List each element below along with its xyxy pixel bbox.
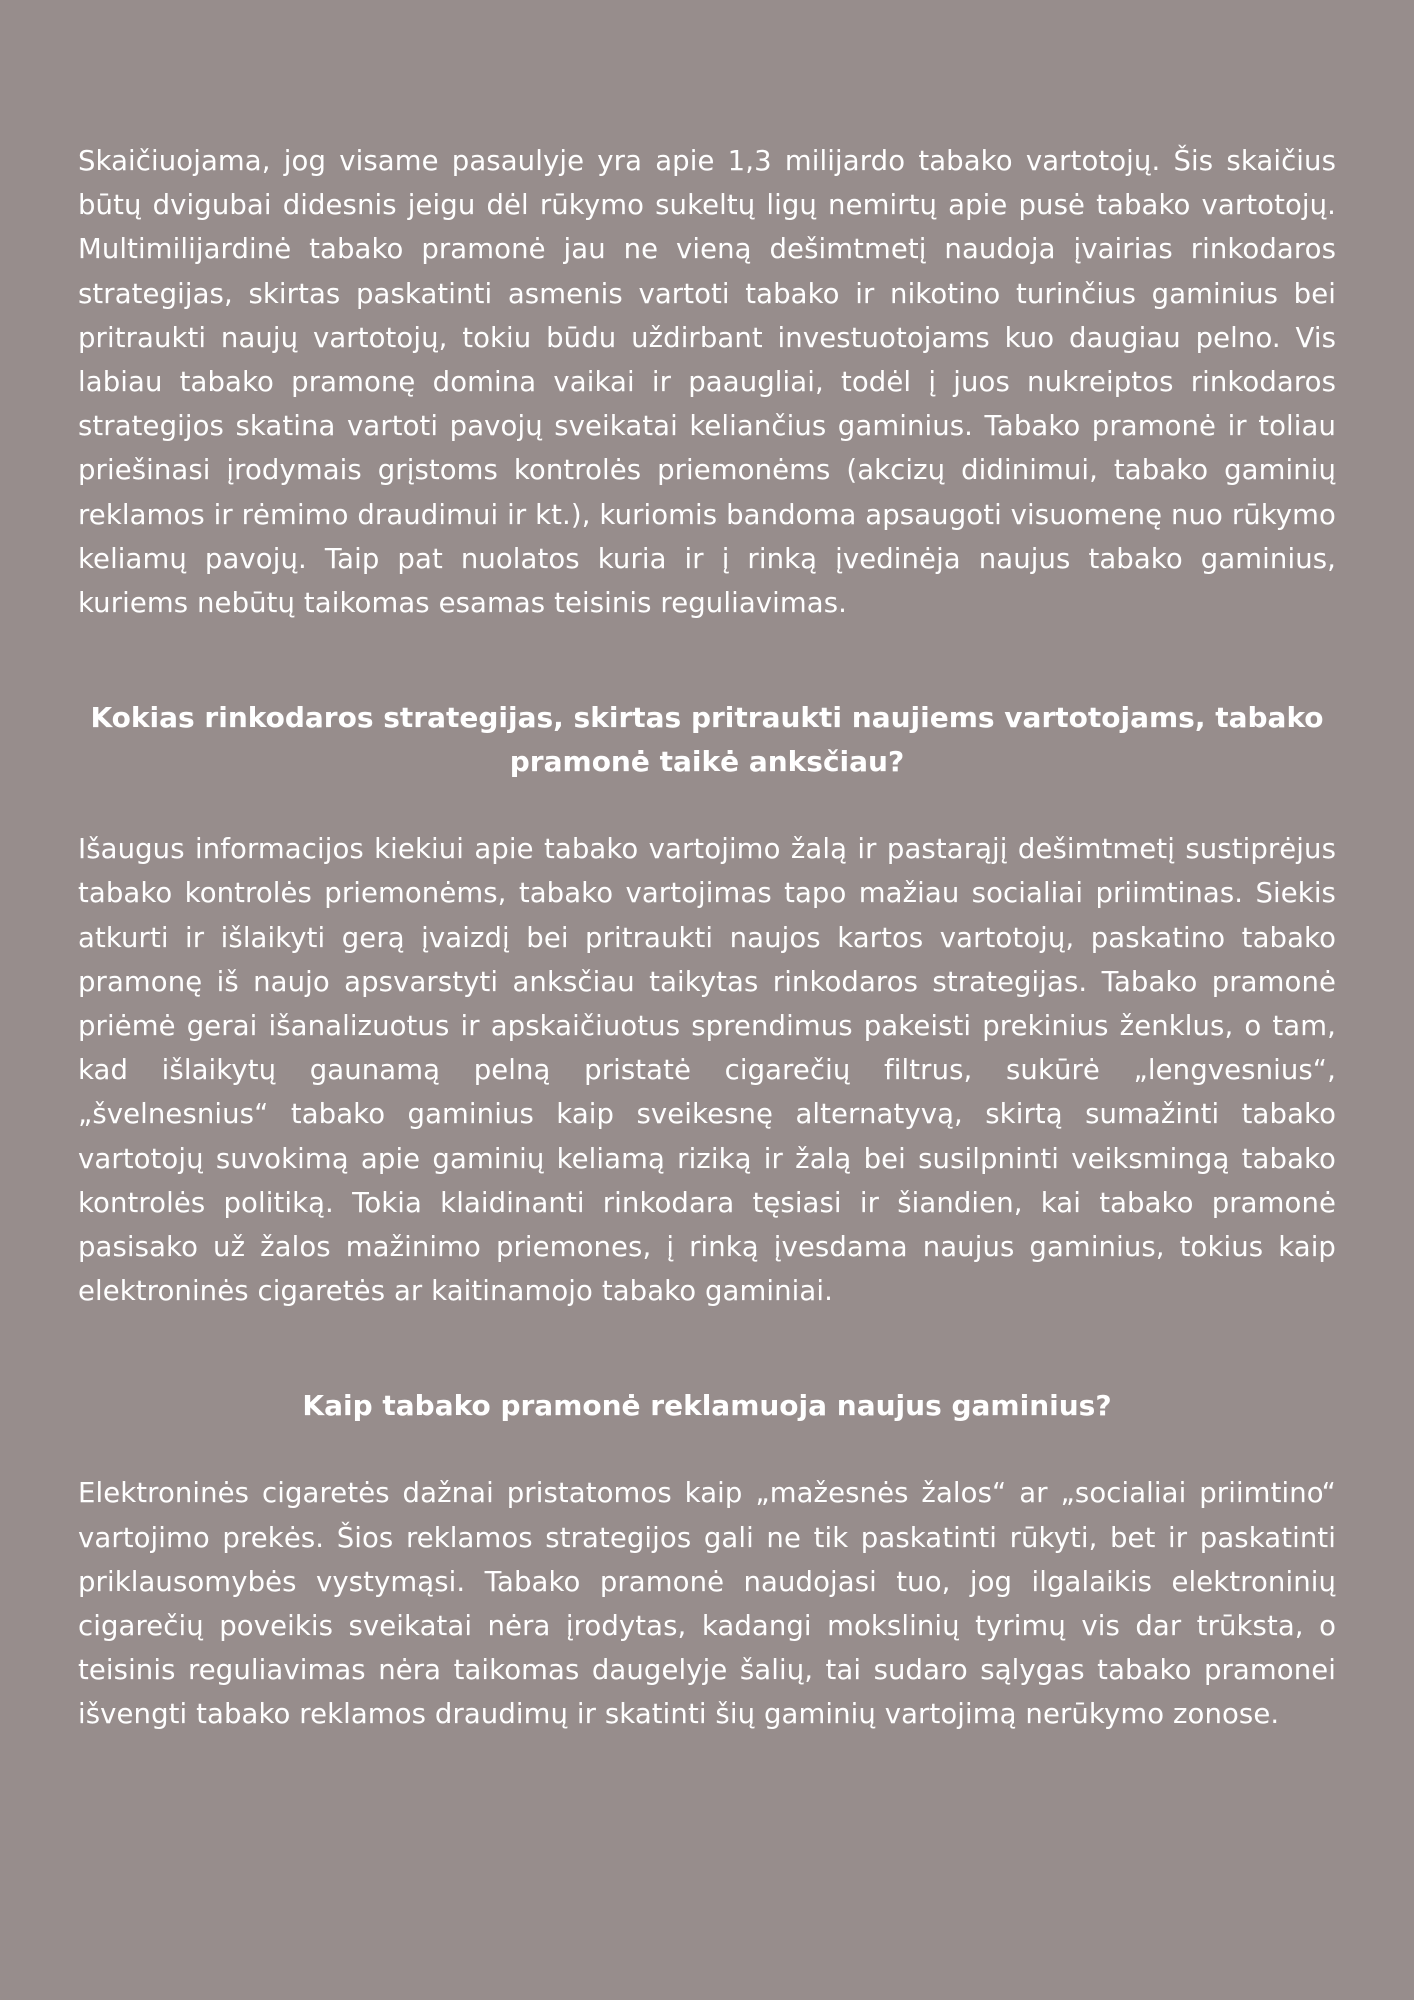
- new-products-paragraph: Elektroninės cigaretės dažnai pristatomos kaip „mažesnės žalos“ ar „socialiai priimtino“ vartojimo prekės. Šios reklamos strategijos gali ne tik paskatinti rūkyti, bet ir paskatinti priklausomybės vystymąsi. Tabako pramonė naudojasi tuo, jog ilgalaikis elektroninių cigarečių poveikis sveikatai nėra įrodytas, kadangi mokslinių tyrimų vis dar trūksta, o teisinis reguliavimas nėra taikomas daugelyje šalių, tai sudaro sąlygas tabako pramonei išvengti tabako reklamos draudimų ir skatinti šių gaminių vartojimą nerūkymo zonose.: [78, 1477, 1336, 1731]
- intro-paragraph: Skaičiuojama, jog visame pasaulyje yra apie 1,3 milijardo tabako vartotojų. Šis skaičius būtų dvigubai didesnis jeigu dėl rūkymo sukeltų ligų nemirtų apie pusė tabako vartotojų. Multimilijardinė tabako pramonė jau ne vieną dešimtmetį naudoja įvairias rinkodaros strategijas, skirtas paskatinti asmenis vartoti tabako ir nikotino turinčius gaminius bei pritraukti naujų vartotojų, tokiu būdu uždirbant investuotojams kuo daugiau pelno. Vis labiau tabako pramonę domina vaikai ir paaugliai, todėl į juos nukreiptos rinkodaros strategijos skatina vartoti pavojų sveikatai keliančius gaminius. Tabako pramonė ir toliau priešinasi įrodymais grįstoms kontrolės priemonėms (akcizų didinimui, tabako gaminių reklamos ir rėmimo draudimui ir kt.), kuriomis bandoma apsaugoti visuomenę nuo rūkymo keliamų pavojų. Taip pat nuolatos kuria ir į rinką įvedinėja naujus tabako gaminius, kuriems nebūtų taikomas esamas teisinis reguliavimas.: [78, 145, 1336, 620]
- section-heading-marketing-strategies: Kokias rinkodaros strategijas, skirtas pritraukti naujiems vartotojams, tabako pramonė taikė anksčiau?: [90, 701, 1324, 779]
- marketing-strategies-paragraph: Išaugus informacijos kiekiui apie tabako vartojimo žalą ir pastarąjį dešimtmetį sustiprėjus tabako kontrolės priemonėms, tabako vartojimas tapo mažiau socialiai priimtinas. Siekis atkurti ir išlaikyti gerą įvaizdį bei pritraukti naujos kartos vartotojų, paskatino tabako pramonę iš naujo apsvarstyti anksčiau taikytas rinkodaros strategijas. Tabako pramonė priėmė gerai išanalizuotus ir apskaičiuotus sprendimus pakeisti prekinius ženklus, o tam, kad išlaikytų gaunamą pelną pristatė cigarečių filtrus, sukūrė „lengvesnius“, „švelnesnius“ tabako gaminius kaip sveikesnę alternatyvą, skirtą sumažinti tabako vartotojų suvokimą apie gaminių keliamą riziką ir žalą bei susilpninti veiksmingą tabako kontrolės politiką. Tokia klaidinanti rinkodara tęsiasi ir šiandien, kai tabako pramonė pasisako už žalos mažinimo priemones, į rinką įvesdama naujus gaminius, tokius kaip elektroninės cigaretės ar kaitinamojo tabako gaminiai.: [78, 833, 1336, 1308]
- section-heading-new-products: Kaip tabako pramonė reklamuoja naujus gaminius?: [302, 1389, 1112, 1423]
